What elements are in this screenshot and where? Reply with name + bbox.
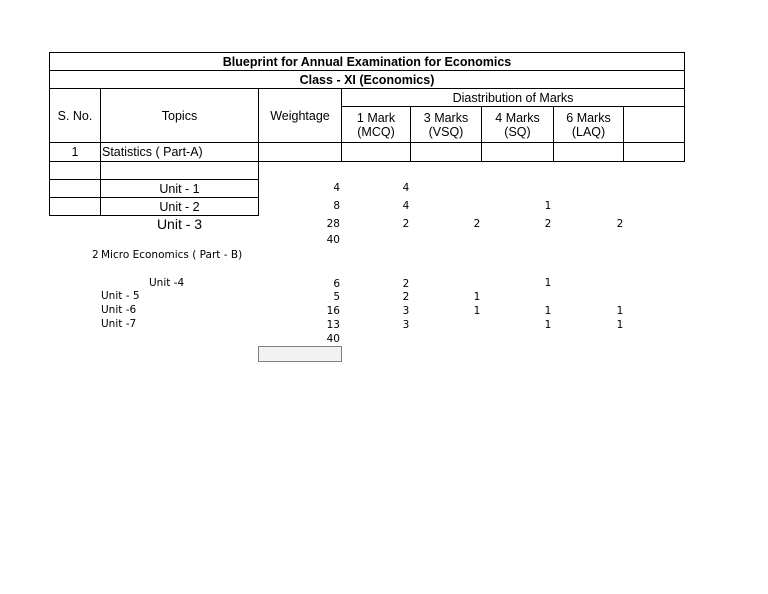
section-b-total: 40	[326, 333, 340, 345]
selected-cell[interactable]	[258, 346, 342, 362]
unit7-laq: 1	[616, 319, 624, 331]
header-sq-line1: 4 Marks	[495, 110, 540, 125]
section-a-laq-cell	[553, 142, 624, 162]
unit6-weightage: 16	[326, 305, 340, 317]
unit7-weightage: 13	[326, 319, 340, 331]
unit6-mcq: 3	[402, 305, 410, 317]
unit4-weightage: 6	[333, 278, 340, 290]
unit5-label: Unit - 5	[101, 290, 140, 302]
unit2-label: Unit - 2	[100, 197, 259, 216]
unit4-label: Unit -4	[149, 277, 185, 289]
unit6-laq: 1	[616, 305, 624, 317]
unit1-sno-cell	[49, 179, 101, 198]
header-sq-line2: (SQ)	[504, 124, 531, 139]
blank-topic-cell	[100, 161, 259, 180]
unit6-label: Unit -6	[101, 304, 137, 316]
unit1-mcq: 4	[402, 182, 410, 194]
header-sno: S. No.	[49, 88, 101, 143]
section-a-sno: 1	[49, 142, 101, 162]
header-empty-col	[623, 106, 685, 143]
section-a-mcq-cell	[341, 142, 411, 162]
section-a-name: Statistics ( Part-A)	[100, 142, 259, 162]
unit1-label: Unit - 1	[100, 179, 259, 198]
unit2-sq: 1	[544, 200, 552, 212]
header-laq-line1: 6 Marks	[566, 110, 611, 125]
section-a-sq-cell	[481, 142, 554, 162]
header-mcq	[341, 106, 411, 143]
unit3-weightage: 28	[326, 218, 340, 230]
sheet-title: Blueprint for Annual Examination for Economics	[49, 52, 685, 71]
section-a-extra-cell	[623, 142, 685, 162]
header-laq	[553, 106, 624, 143]
section-b-name: Micro Economics ( Part - B)	[101, 249, 243, 261]
unit3-vsq: 2	[473, 218, 481, 230]
section-a-weightage-cell	[258, 142, 342, 162]
unit7-label: Unit -7	[101, 318, 137, 330]
blank-sno-cell	[49, 161, 101, 180]
unit7-sq: 1	[544, 319, 552, 331]
unit1-weightage: 4	[333, 182, 340, 194]
unit2-sno-cell	[49, 197, 101, 216]
header-topics: Topics	[100, 88, 259, 143]
unit3-sq: 2	[544, 218, 552, 230]
header-laq-line2: (LAQ)	[571, 124, 606, 139]
unit5-vsq: 1	[473, 291, 481, 303]
section-a-vsq-cell	[410, 142, 482, 162]
unit3-label: Unit - 3	[156, 216, 203, 232]
unit2-mcq: 4	[402, 200, 410, 212]
unit3-laq: 2	[616, 218, 624, 230]
unit6-vsq: 1	[473, 305, 481, 317]
header-mcq-line1: 1 Mark	[356, 110, 396, 125]
section-a-total: 40	[326, 234, 340, 246]
unit6-sq: 1	[544, 305, 552, 317]
unit4-sq: 1	[544, 277, 552, 289]
unit7-mcq: 3	[402, 319, 410, 331]
header-mcq-line2: (MCQ)	[357, 124, 395, 139]
unit4-mcq: 2	[402, 278, 410, 290]
unit2-weightage: 8	[333, 200, 340, 212]
header-vsq-line1: 3 Marks	[423, 110, 469, 125]
class-title: Class - XI (Economics)	[49, 70, 685, 89]
section-b-sno: 2	[92, 249, 99, 261]
unit5-weightage: 5	[333, 291, 340, 303]
header-vsq-line2: (VSQ)	[428, 124, 464, 139]
header-sq	[481, 106, 554, 143]
header-distribution: Diastribution of Marks	[341, 88, 685, 107]
header-weightage: Weightage	[258, 88, 342, 143]
header-vsq	[410, 106, 482, 143]
unit5-mcq: 2	[402, 291, 410, 303]
unit3-mcq: 2	[402, 218, 410, 230]
